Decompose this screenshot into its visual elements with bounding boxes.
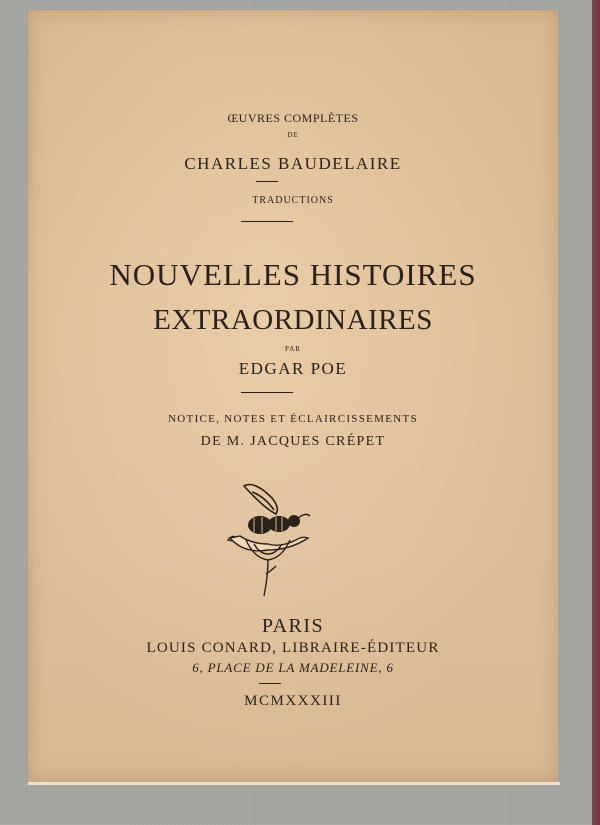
section-label: TRADUCTIONS: [252, 195, 334, 206]
book-title-line2: EXTRAORDINAIRES: [153, 304, 433, 336]
bee-on-flower-emblem-icon: [224, 478, 314, 600]
divider-rule: [256, 181, 278, 182]
series-title: ŒUVRES COMPLÈTES: [227, 111, 359, 125]
book-spine-edge: [592, 0, 600, 825]
editor-line: DE M. JACQUES CRÉPET: [200, 434, 386, 449]
divider-rule: [241, 392, 293, 393]
publisher-address: 6, PLACE DE LA MADELEINE, 6: [192, 660, 394, 675]
author-name: CHARLES BAUDELAIRE: [184, 154, 402, 173]
original-author: EDGAR POE: [238, 359, 348, 378]
series-de: DE: [287, 131, 299, 139]
page-bottom-edge: [28, 782, 560, 785]
divider-rule: [241, 221, 293, 222]
publisher: LOUIS CONARD, LIBRAIRE-ÉDITEUR: [146, 640, 440, 656]
city: PARIS: [261, 615, 325, 637]
cover-page: [28, 10, 558, 782]
publication-year: MCMXXXIII: [244, 693, 342, 709]
notice-line: NOTICE, NOTES ET ÉCLAIRCISSEMENTS: [168, 413, 418, 425]
par-label: PAR: [285, 345, 301, 353]
book-title-line1: NOUVELLES HISTOIRES: [109, 257, 477, 292]
divider-rule: [259, 683, 281, 684]
